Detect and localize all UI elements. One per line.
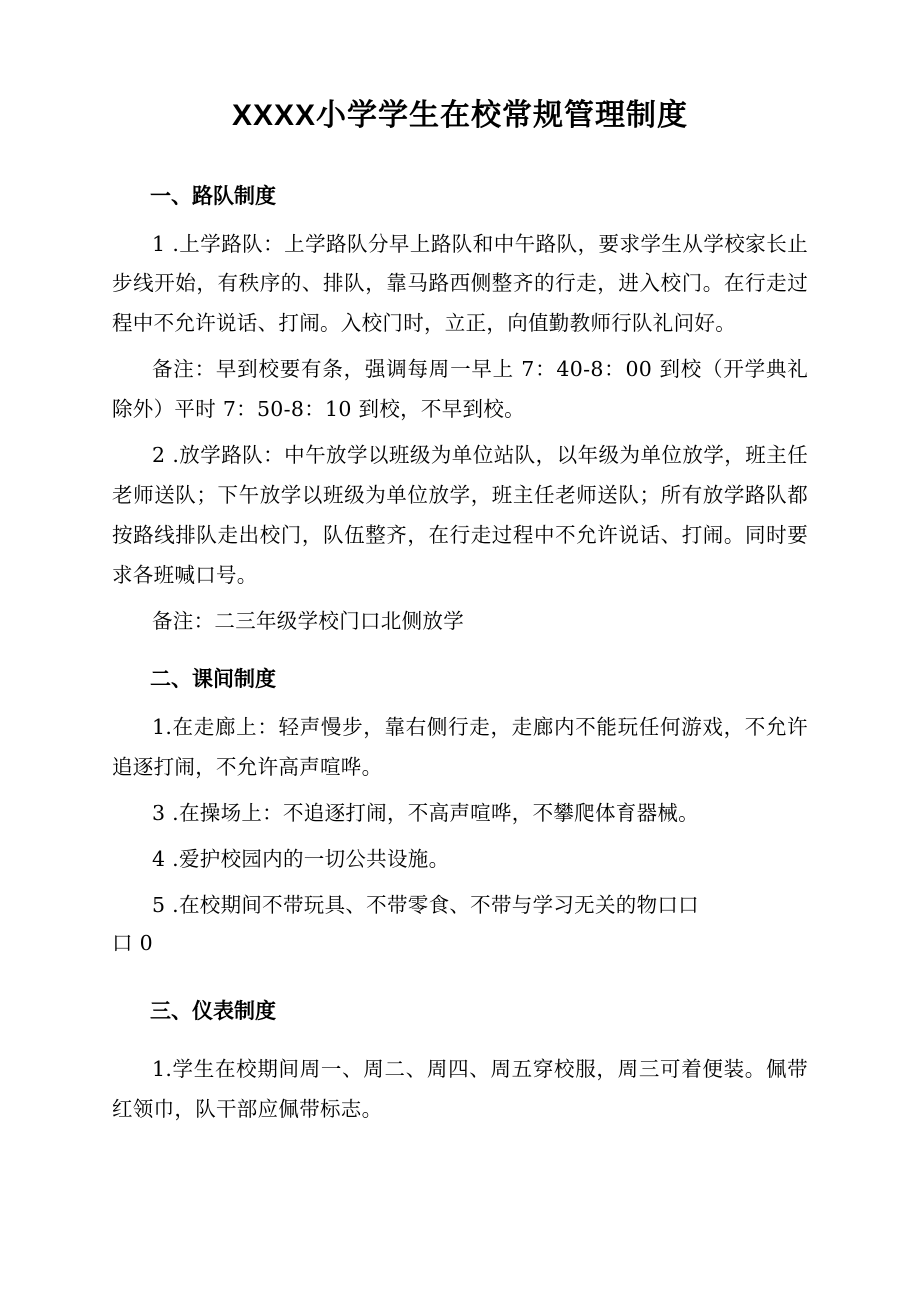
paragraph: 1.在走廊上：轻声慢步，靠右侧行走，走廊内不能玩任何游戏，不允许追逐打闹，不允许高声喧哗。 bbox=[112, 714, 808, 779]
section-仪表制度 bbox=[112, 996, 808, 1129]
section-heading: 二、课间制度 bbox=[150, 668, 276, 692]
paragraph: 1.学生在校期间周一、周二、周四、周五穿校服，周三可着便装。佩带红领巾，队干部应佩带标志。 bbox=[112, 1056, 808, 1121]
section-heading: 一、路队制度 bbox=[150, 185, 276, 208]
paragraph: 备注：二三年级学校门口北侧放学 bbox=[152, 609, 464, 634]
section-课间制度 bbox=[112, 664, 808, 958]
paragraph-overflow: 口 0 bbox=[112, 930, 153, 955]
paragraph: 备注：早到校要有条，强调每周一早上 7：40-8：00 到校（开学典礼除外）平时 7：50-8：10 到校，不早到校。 bbox=[112, 357, 808, 422]
page-title: XXXX小学学生在校常规管理制度 bbox=[231, 99, 689, 132]
paragraph: 2 .放学路队：中午放学以班级为单位站队，以年级为单位放学，班主任老师送队；下午放学以班级为单位放学，班主任老师送队；所有放学路队都按路线排队走出校门，队伍整齐，在行走过程中不允许说话、打闹。同时要求各班喊口号。 bbox=[112, 443, 808, 588]
section-路队制度 bbox=[112, 181, 808, 642]
paragraph: 4 .爱护校园内的一切公共设施。 bbox=[152, 846, 450, 871]
section-heading: 三、仪表制度 bbox=[150, 1000, 276, 1024]
paragraph: 1 .上学路队：上学路队分早上路队和中午路队，要求学生从学校家长止步线开始，有秩序的、排队，靠马路西侧整齐的行走，进入校门。在行走过程中不允许说话、打闹。入校门时，立正，向值勤教师行队礼问好。 bbox=[112, 231, 808, 336]
paragraph: 3 .在操场上：不追逐打闹，不高声喧哗，不攀爬体育器械。 bbox=[152, 800, 699, 825]
paragraph: 5 .在校期间不带玩具、不带零食、不带与学习无关的物口口 bbox=[152, 892, 699, 917]
